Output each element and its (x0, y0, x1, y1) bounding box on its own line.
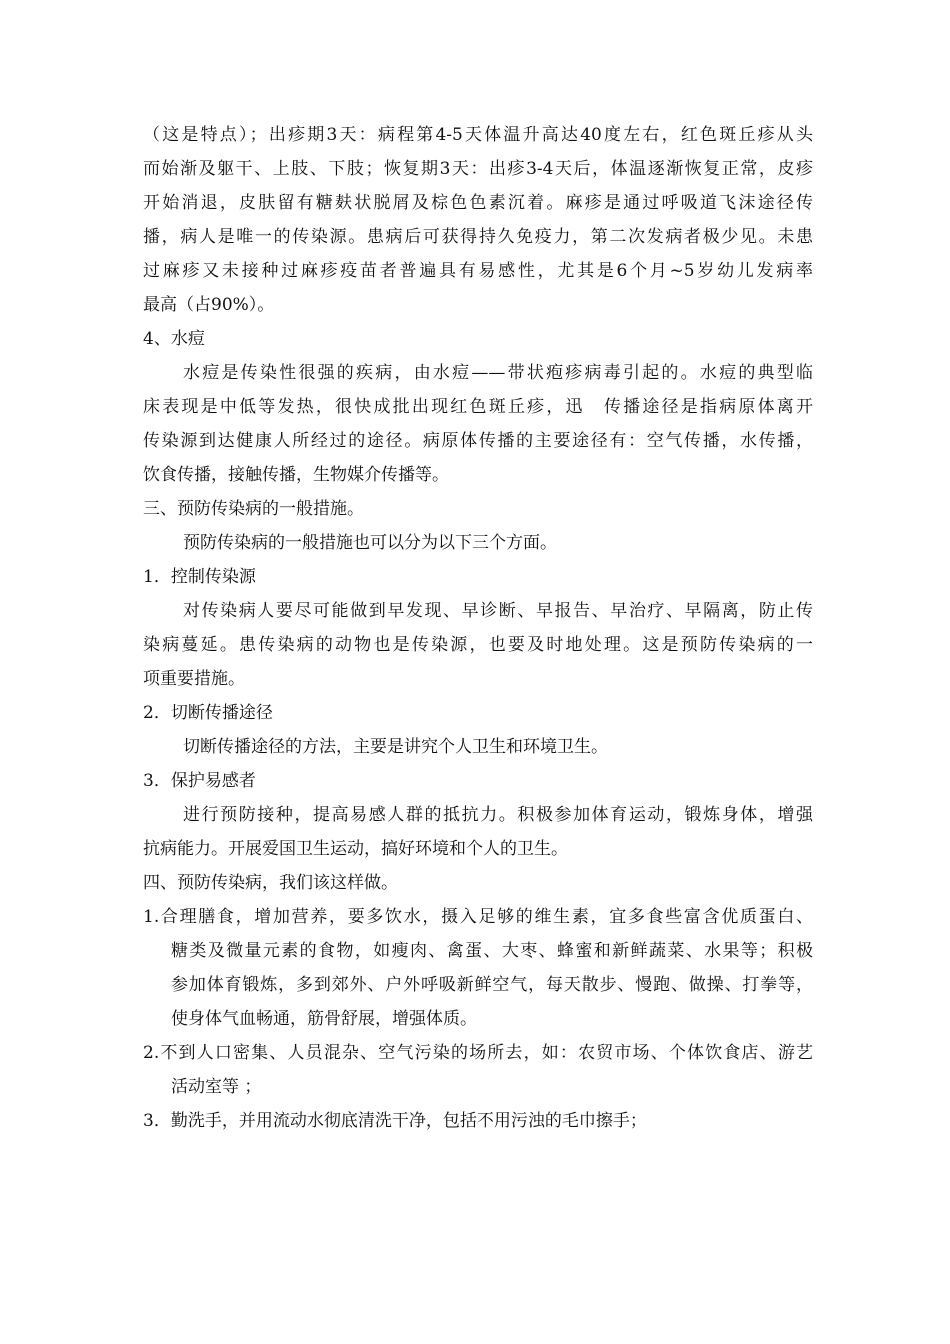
list-item-line: 活动室等 ； (171, 1077, 262, 1097)
subsection-heading: 3．保护易感者 (143, 771, 256, 791)
paragraph-line: 切断传播途径的方法，主要是讲究个人卫生和环境卫生。 (183, 737, 608, 757)
section-heading: 三、预防传染病的一般措施。 (143, 499, 364, 519)
list-item-line: 3．勤洗手，并用流动水彻底清洗干净，包括不用污浊的毛巾擦手； (143, 1111, 647, 1131)
paragraph-line: 进行预防接种，提高易感人群的抵抗力。积极参加体育运动，锻炼身体，增强 (183, 805, 813, 825)
section-heading: 4、水痘 (143, 329, 205, 349)
paragraph-line: 播，病人是唯一的传染源。患病后可获得持久免疫力，第二次发病者极少见。未患 (143, 227, 813, 247)
paragraph-line: 最高（占90%）。 (143, 295, 275, 315)
list-item-line: 糖类及微量元素的食物，如瘦肉、禽蛋、大枣、蜂蜜和新鲜蔬菜、水果等；积极 (171, 941, 813, 961)
paragraph-line: 水痘是传染性很强的疾病，由水痘——带状疱疹病毒引起的。水痘的典型临 (183, 363, 813, 383)
document-body (143, 118, 813, 1138)
paragraph-line: 对传染病人要尽可能做到早发现、早诊断、早报告、早治疗、早隔离，防止传 (183, 601, 813, 621)
paragraph-line: 抗病能力。开展爱国卫生运动，搞好环境和个人的卫生。 (143, 839, 568, 859)
paragraph-line: 传染源到达健康人所经过的途径。病原体传播的主要途径有：空气传播，水传播， (143, 431, 813, 451)
list-item-line: 参加体育锻炼，多到郊外、户外呼吸新鲜空气，每天散步、慢跑、做操、打拳等， (171, 975, 813, 995)
paragraph-line: 床表现是中低等发热，很快成批出现红色斑丘疹，迅 传播途径是指病原体离开 (143, 397, 813, 417)
subsection-heading: 1．控制传染源 (143, 567, 256, 587)
paragraph-line: 开始消退，皮肤留有糖麸状脱屑及棕色色素沉着。麻疹是通过呼吸道飞沫途径传 (143, 193, 813, 213)
paragraph-line: 染病蔓延。患传染病的动物也是传染源，也要及时地处理。这是预防传染病的一 (143, 635, 813, 655)
section-heading: 四、预防传染病，我们该这样做。 (143, 873, 398, 893)
paragraph-line: 而始渐及躯干、上肢、下肢；恢复期3天：出疹3-4天后，体温逐渐恢复正常，皮疹 (143, 159, 813, 179)
list-item-line: 1.合理膳食，增加营养，要多饮水，摄入足够的维生素，宜多食些富含优质蛋白、 (143, 907, 813, 927)
paragraph-line: 项重要措施。 (143, 669, 245, 689)
list-item-line: 使身体气血畅通，筋骨舒展，增强体质。 (171, 1009, 477, 1029)
paragraph-line: 过麻疹又未接种过麻疹疫苗者普遍具有易感性，尤其是6个月~5岁幼儿发病率 (143, 261, 813, 281)
list-item-line: 2.不到人口密集、人员混杂、空气污染的场所去，如：农贸市场、个体饮食店、游艺 (143, 1043, 813, 1063)
subsection-heading: 2．切断传播途径 (143, 703, 273, 723)
paragraph-line: 饮食传播，接触传播，生物媒介传播等。 (143, 465, 449, 485)
paragraph-line: 预防传染病的一般措施也可以分为以下三个方面。 (183, 533, 557, 553)
paragraph-line: （这是特点）；出疹期3天：病程第4-5天体温升高达40度左右，红色斑丘疹从头 (143, 125, 813, 145)
